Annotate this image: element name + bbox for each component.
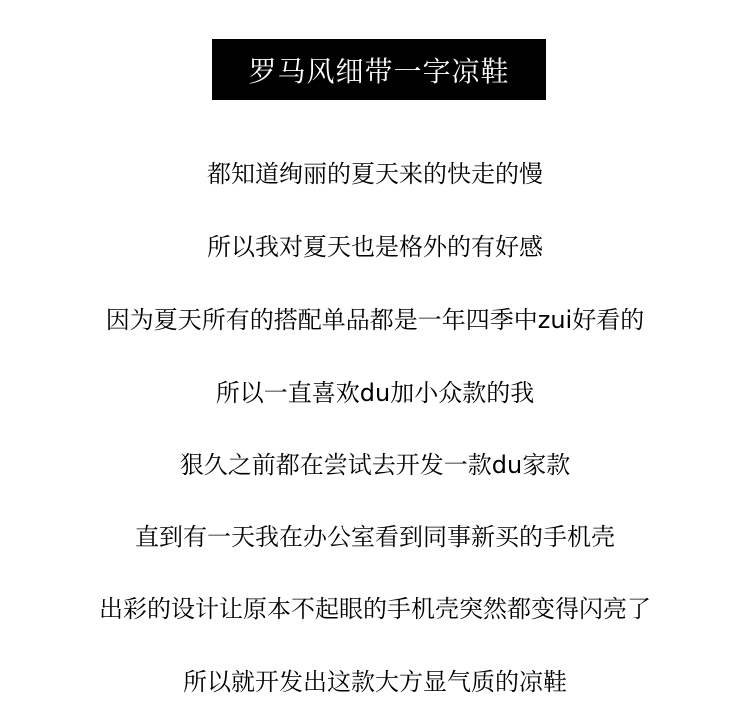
text-line: 所以一直喜欢du加小众款的我 (215, 379, 535, 407)
text-line: 直到有一天我在办公室看到同事新买的手机壳 (135, 523, 615, 551)
page-title: 罗马风细带一字凉鞋 (248, 54, 510, 88)
text-line: 所以我对夏天也是格外的有好感 (207, 233, 543, 261)
text-line: 所以就开发出这款大方显气质的凉鞋 (183, 668, 567, 696)
text-line: 狠久之前都在尝试去开发一款du家款 (179, 451, 571, 479)
text-line: 因为夏天所有的搭配单品都是一年四季中zui好看的 (105, 306, 645, 334)
text-line: 出彩的设计让原本不起眼的手机壳突然都变得闪亮了 (99, 595, 651, 623)
text-line: 都知道绚丽的夏天来的快走的慢 (207, 160, 543, 188)
